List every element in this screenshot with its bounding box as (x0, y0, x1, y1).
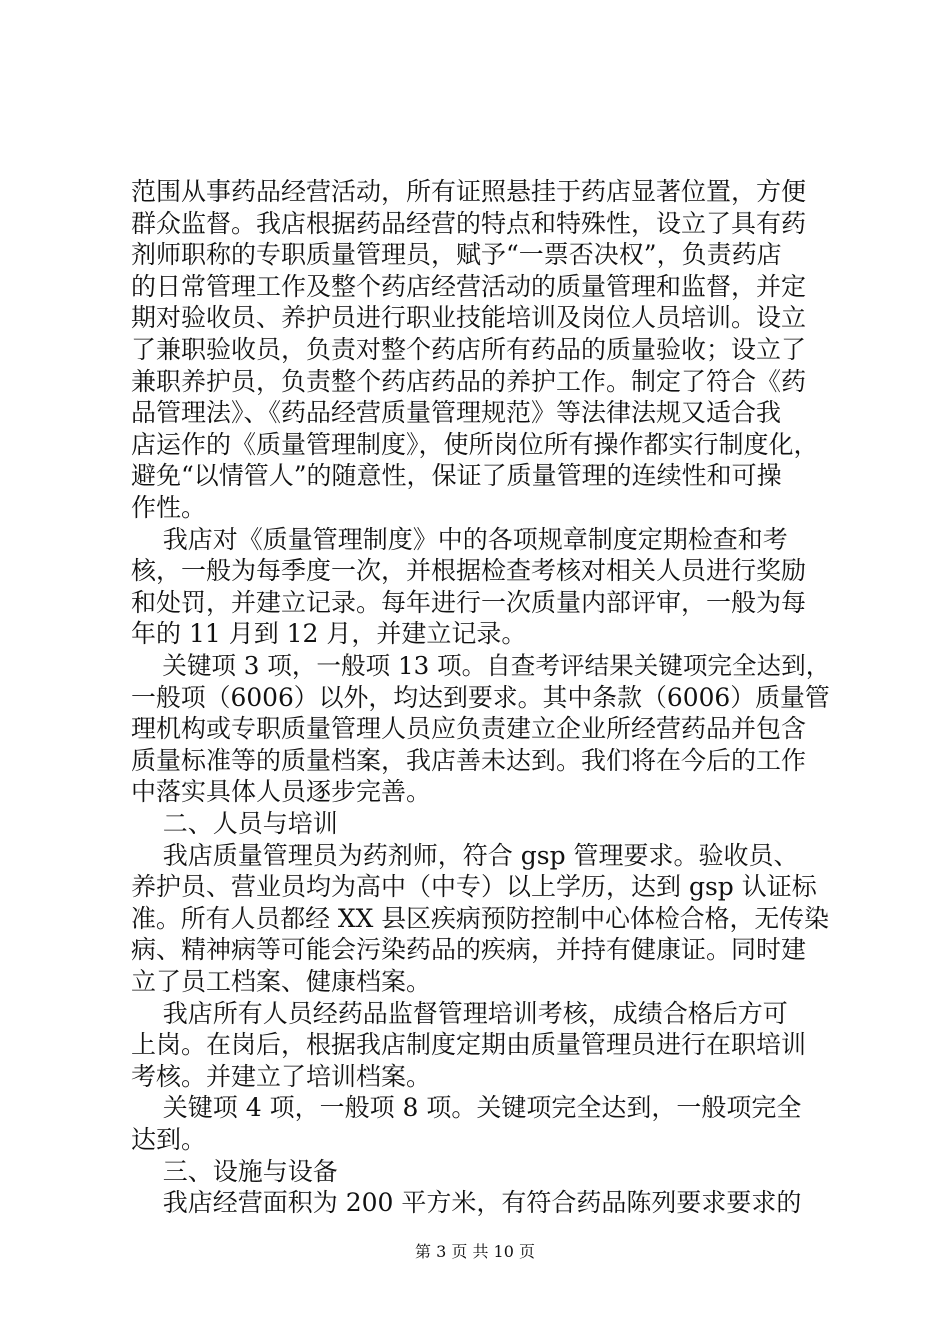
text-line: 剂师职称的专职质量管理员，赋予“一票否决权”，负责药店 (131, 240, 782, 270)
text-line: 我店对《质量管理制度》中的各项规章制度定期检查和考 (131, 524, 788, 554)
text-line: 避免“以情管人”的随意性，保证了质量管理的连续性和可操 (131, 461, 782, 491)
text-line: 养护员、营业员均为高中（中专）以上学历，达到 gsp 认证标 (131, 872, 817, 902)
text-line: 店运作的《质量管理制度》，使所岗位所有操作都实行制度化， (131, 429, 819, 459)
text-line: 范围从事药品经营活动，所有证照悬挂于药店显著位置，方便 (131, 177, 807, 206)
text-line: 三、设施与设备 (131, 1156, 338, 1186)
text-line: 考核。并建立了培训档案。 (131, 1061, 432, 1091)
text-line: 立了员工档案、健康档案。 (131, 967, 432, 996)
text-line: 我店经营面积为 200 平方米，有符合药品陈列要求要求的 (131, 1188, 802, 1218)
text-line: 上岗。在岗后，根据我店制度定期由质量管理员进行在职培训 (131, 1030, 807, 1060)
text-line: 质量标准等的质量档案，我店善未达到。我们将在今后的工作 (131, 745, 807, 775)
text-line: 了兼职验收员，负责对整个药店所有药品的质量验收；设立了 (131, 335, 807, 364)
text-line: 关键项 3 项，一般项 13 项。自查考评结果关键项完全达到， (131, 651, 831, 680)
page-footer: 第 3 页 共 10 页 (415, 1242, 535, 1261)
text-line: 准。所有人员都经 XX 县区疾病预防控制中心体检合格，无传染 (131, 903, 829, 933)
text-line: 品管理法》、《药品经营质量管理规范》等法律法规又适合我 (131, 398, 782, 428)
text-line: 中落实具体人员逐步完善。 (131, 777, 432, 807)
text-line: 我店质量管理员为药剂师，符合 gsp 管理要求。验收员、 (131, 840, 799, 870)
text-line: 核，一般为每季度一次，并根据检查考核对相关人员进行奖励 (131, 556, 807, 586)
text-line: 我店所有人员经药品监督管理培训考核，成绩合格后方可 (131, 998, 788, 1028)
text-line: 二、人员与培训 (131, 809, 338, 838)
text-line: 期对验收员、养护员进行职业技能培训及岗位人员培训。设立 (131, 303, 807, 333)
text-line: 兼职养护员，负责整个药店药品的养护工作。制定了符合《药 (131, 366, 807, 396)
text-line: 一般项（6006）以外，均达到要求。其中条款（6006）质量管 (131, 682, 830, 712)
text-line: 理机构或专职质量管理人员应负责建立企业所经营药品并包含 (131, 714, 807, 744)
text-line: 年的 11 月到 12 月，并建立记录。 (131, 619, 527, 649)
text-line: 群众监督。我店根据药品经营的特点和特殊性，设立了具有药 (131, 208, 807, 238)
text-line: 病、精神病等可能会污染药品的疾病，并持有健康证。同时建 (131, 935, 807, 965)
text-line: 和处罚，并建立记录。每年进行一次质量内部评审，一般为每 (131, 587, 807, 617)
text-line: 的日常管理工作及整个药店经营活动的质量管理和监督，并定 (131, 271, 807, 301)
text-line: 达到。 (131, 1125, 207, 1154)
text-line: 关键项 4 项，一般项 8 项。关键项完全达到，一般项完全 (131, 1093, 802, 1123)
text-line: 作性。 (131, 493, 207, 522)
